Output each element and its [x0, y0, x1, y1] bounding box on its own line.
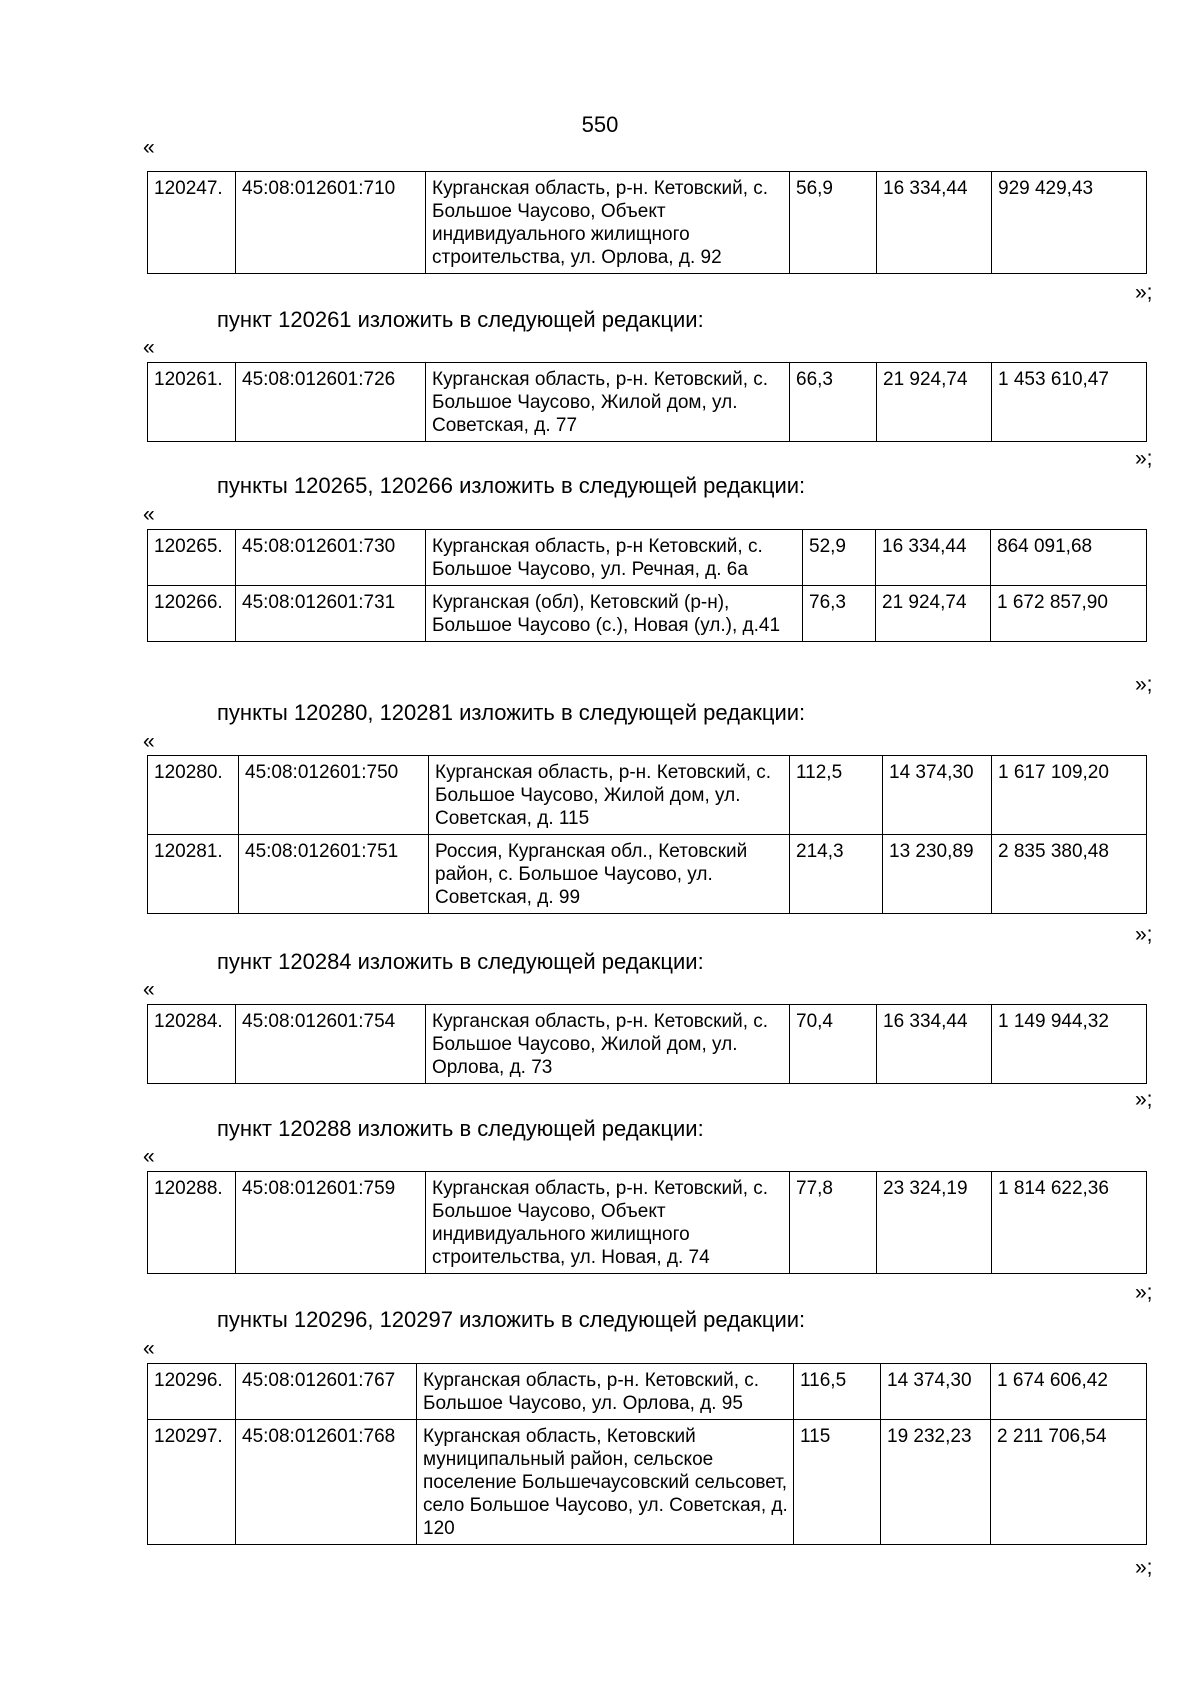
cadastral-number-cell: 45:08:012601:759 — [236, 1172, 426, 1274]
cadastral-value-cell: 2 211 706,54 — [991, 1420, 1147, 1545]
address-cell: Курганская область, р-н. Кетовский, с. Большое Чаусово, Жилой дом, ул. Орлова, д. 73 — [426, 1005, 790, 1084]
area-cell: 77,8 — [790, 1172, 877, 1274]
specific-value-cell: 14 374,30 — [881, 1364, 991, 1420]
close-quote: »; — [1135, 447, 1153, 470]
property-table — [147, 171, 1147, 274]
table-row — [148, 1172, 1147, 1274]
item-number-cell: 120284. — [148, 1005, 236, 1084]
close-quote: »; — [1135, 1088, 1153, 1111]
area-cell: 214,3 — [790, 835, 883, 914]
property-table — [147, 1004, 1147, 1084]
specific-value-cell: 16 334,44 — [877, 1005, 992, 1084]
item-number-cell: 120281. — [148, 835, 239, 914]
table-row — [148, 586, 1147, 642]
cadastral-value-cell: 1 672 857,90 — [991, 586, 1147, 642]
close-quote: »; — [1135, 281, 1153, 304]
amendment-instruction: пункт 120288 изложить в следующей редакции: — [217, 1116, 704, 1141]
page-number: 550 — [581, 112, 619, 137]
table-row — [148, 172, 1147, 274]
area-cell: 112,5 — [790, 756, 883, 835]
open-quote: « — [143, 978, 155, 1001]
amendment-instruction: пункт 120261 изложить в следующей редакции: — [217, 307, 704, 332]
address-cell: Курганская область, р-н. Кетовский, с. Большое Чаусово, Жилой дом, ул. Советская, д. 115 — [429, 756, 790, 835]
close-quote: »; — [1135, 1281, 1153, 1304]
property-table — [147, 529, 1147, 642]
property-table — [147, 362, 1147, 442]
amendment-instruction: пункт 120284 изложить в следующей редакции: — [217, 949, 704, 974]
close-quote: »; — [1135, 673, 1153, 696]
specific-value-cell: 21 924,74 — [876, 586, 991, 642]
area-cell: 70,4 — [790, 1005, 877, 1084]
specific-value-cell: 23 324,19 — [877, 1172, 992, 1274]
address-cell: Курганская область, р-н. Кетовский, с. Большое Чаусово, Жилой дом, ул. Советская, д. 77 — [426, 363, 790, 442]
item-number-cell: 120247. — [148, 172, 236, 274]
address-cell: Курганская (обл), Кетовский (р-н), Большое Чаусово (с.), Новая (ул.), д.41 — [426, 586, 803, 642]
area-cell: 56,9 — [790, 172, 877, 274]
cadastral-value-cell: 929 429,43 — [992, 172, 1147, 274]
open-quote: « — [143, 336, 155, 359]
table-row — [148, 1364, 1147, 1420]
cadastral-number-cell: 45:08:012601:726 — [236, 363, 426, 442]
specific-value-cell: 16 334,44 — [877, 172, 992, 274]
open-quote: « — [143, 136, 155, 159]
open-quote: « — [143, 1145, 155, 1168]
address-cell: Россия, Курганская обл., Кетовский район, с. Большое Чаусово, ул. Советская, д. 99 — [429, 835, 790, 914]
specific-value-cell: 14 374,30 — [883, 756, 992, 835]
cadastral-number-cell: 45:08:012601:710 — [236, 172, 426, 274]
specific-value-cell: 16 334,44 — [876, 530, 991, 586]
cadastral-number-cell: 45:08:012601:750 — [239, 756, 429, 835]
cadastral-value-cell: 1 453 610,47 — [992, 363, 1147, 442]
item-number-cell: 120280. — [148, 756, 239, 835]
item-number-cell: 120261. — [148, 363, 236, 442]
property-table — [147, 1171, 1147, 1274]
cadastral-value-cell: 1 617 109,20 — [992, 756, 1147, 835]
cadastral-value-cell: 1 814 622,36 — [992, 1172, 1147, 1274]
area-cell: 116,5 — [794, 1364, 881, 1420]
cadastral-number-cell: 45:08:012601:751 — [239, 835, 429, 914]
item-number-cell: 120297. — [148, 1420, 236, 1545]
table-row — [148, 835, 1147, 914]
specific-value-cell: 21 924,74 — [877, 363, 992, 442]
cadastral-value-cell: 1 149 944,32 — [992, 1005, 1147, 1084]
table-row — [148, 1420, 1147, 1545]
item-number-cell: 120288. — [148, 1172, 236, 1274]
address-cell: Курганская область, р-н. Кетовский, с. Большое Чаусово, ул. Орлова, д. 95 — [417, 1364, 794, 1420]
cadastral-value-cell: 2 835 380,48 — [992, 835, 1147, 914]
close-quote: »; — [1135, 923, 1153, 946]
specific-value-cell: 13 230,89 — [883, 835, 992, 914]
property-table — [147, 1363, 1147, 1545]
item-number-cell: 120296. — [148, 1364, 236, 1420]
cadastral-number-cell: 45:08:012601:730 — [236, 530, 426, 586]
specific-value-cell: 19 232,23 — [881, 1420, 991, 1545]
cadastral-number-cell: 45:08:012601:754 — [236, 1005, 426, 1084]
address-cell: Курганская область, р-н. Кетовский, с. Большое Чаусово, Объект индивидуального жилищного строительства, ул. Новая, д. 74 — [426, 1172, 790, 1274]
cadastral-number-cell: 45:08:012601:767 — [236, 1364, 417, 1420]
address-cell: Курганская область, р-н. Кетовский, с. Большое Чаусово, Объект индивидуального жилищного строительства, ул. Орлова, д. 92 — [426, 172, 790, 274]
area-cell: 52,9 — [803, 530, 876, 586]
property-table — [147, 755, 1147, 914]
cadastral-value-cell: 1 674 606,42 — [991, 1364, 1147, 1420]
cadastral-number-cell: 45:08:012601:731 — [236, 586, 426, 642]
table-row — [148, 363, 1147, 442]
item-number-cell: 120265. — [148, 530, 236, 586]
amendment-instruction: пункты 120265, 120266 изложить в следующей редакции: — [217, 473, 806, 498]
open-quote: « — [143, 1337, 155, 1360]
open-quote: « — [143, 730, 155, 753]
address-cell: Курганская область, р-н Кетовский, с. Большое Чаусово, ул. Речная, д. 6а — [426, 530, 803, 586]
area-cell: 76,3 — [803, 586, 876, 642]
table-row — [148, 1005, 1147, 1084]
item-number-cell: 120266. — [148, 586, 236, 642]
cadastral-value-cell: 864 091,68 — [991, 530, 1147, 586]
table-row — [148, 756, 1147, 835]
address-cell: Курганская область, Кетовский муниципальный район, сельское поселение Большечаусовский сельсовет, село Большое Чаусово, ул. Советская, д. 120 — [417, 1420, 794, 1545]
amendment-instruction: пункты 120280, 120281 изложить в следующей редакции: — [217, 700, 806, 725]
amendment-instruction: пункты 120296, 120297 изложить в следующей редакции: — [217, 1307, 806, 1332]
cadastral-number-cell: 45:08:012601:768 — [236, 1420, 417, 1545]
table-row — [148, 530, 1147, 586]
close-quote: »; — [1135, 1556, 1153, 1579]
area-cell: 115 — [794, 1420, 881, 1545]
area-cell: 66,3 — [790, 363, 877, 442]
open-quote: « — [143, 503, 155, 526]
